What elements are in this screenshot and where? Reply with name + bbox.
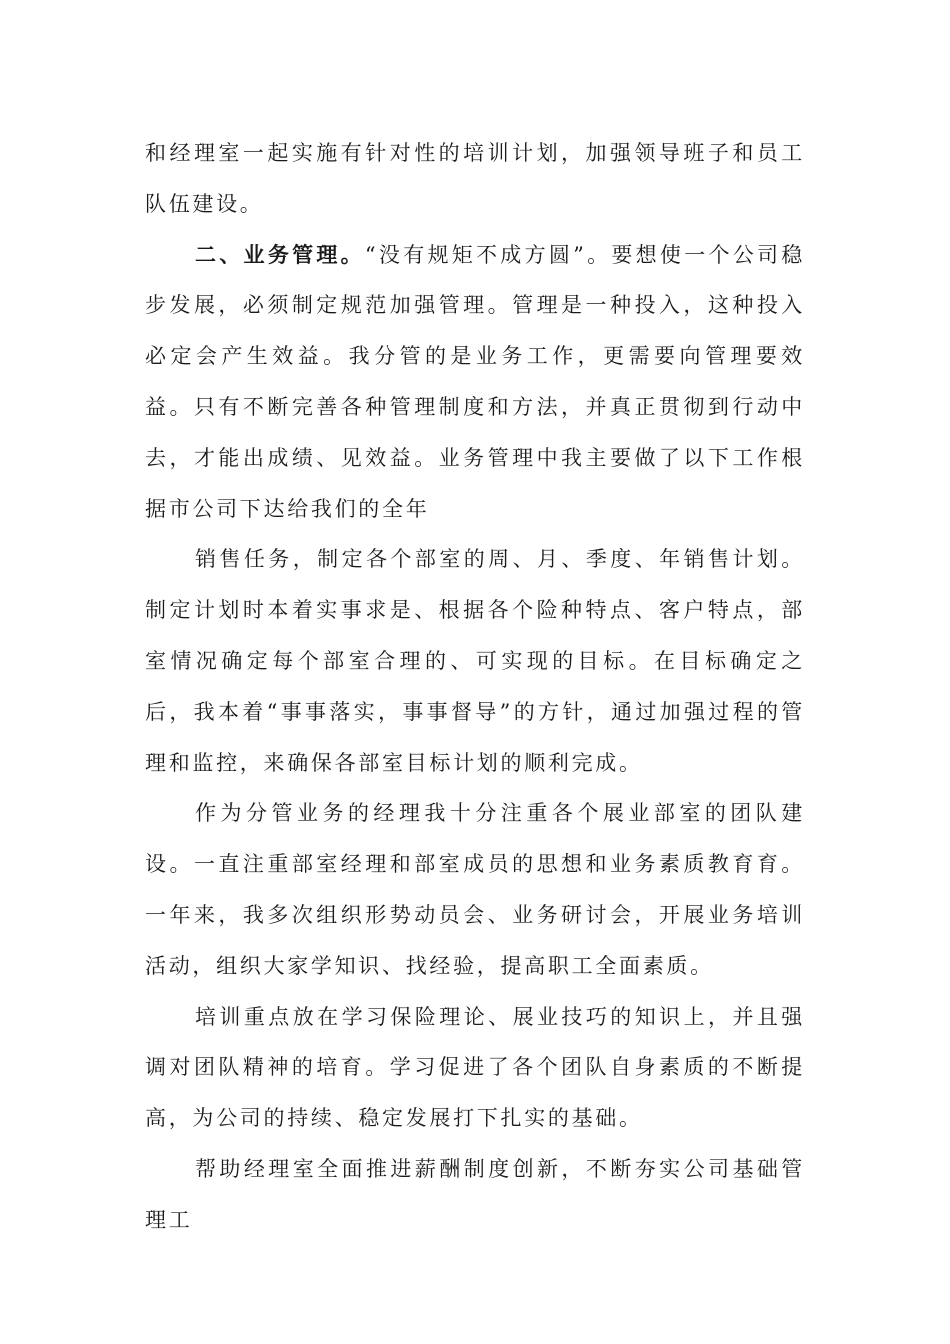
paragraph-1 bbox=[145, 128, 805, 230]
paragraph-1-text: 和经理室一起实施有针对性的培训计划，加强领导班子和员工队伍建设。 bbox=[145, 141, 805, 216]
paragraph-2-text: “没有规矩不成方圆”。要想使一个公司稳步发展，必须制定规范加强管理。管理是一种投入，这种投入必定会产生效益。我分管的是业务工作，更需要向管理要效益。只有不断完善各种管理制度和方法，并真正贯彻到行动中去，才能出成绩、见效益。业务管理中我主要做了以下工作根据市公司下达给我们的全年 bbox=[145, 242, 805, 521]
document-body bbox=[145, 128, 805, 1246]
paragraph-4-text: 作为分管业务的经理我十分注重各个展业部室的团队建设。一直注重部室经理和部室成员的思想和业务素质教育育。一年来，我多次组织形势动员会、业务研讨会，开展业务培训活动，组织大家学知识、找经验，提高职工全面素质。 bbox=[145, 801, 805, 978]
paragraph-2 bbox=[145, 230, 805, 535]
paragraph-3 bbox=[145, 534, 805, 788]
section-heading: 二、业务管理。 bbox=[195, 241, 365, 267]
paragraph-6-text: 帮助经理室全面推进薪酬制度创新，不断夯实公司基础管理工 bbox=[145, 1156, 805, 1232]
paragraph-6 bbox=[145, 1144, 805, 1246]
paragraph-5 bbox=[145, 992, 805, 1144]
paragraph-5-text: 培训重点放在学习保险理论、展业技巧的知识上，并且强调对团队精神的培育。学习促进了各个团队自身素质的不断提高，为公司的持续、稳定发展打下扎实的基础。 bbox=[145, 1004, 805, 1131]
paragraph-4 bbox=[145, 788, 805, 991]
paragraph-3-text: 销售任务，制定各个部室的周、月、季度、年销售计划。制定计划时本着实事求是、根据各个险种特点、客户特点，部室情况确定每个部室合理的、可实现的目标。在目标确定之后，我本着“事事落实，事事督导”的方针，通过加强过程的管理和监控，来确保各部室目标计划的顺利完成。 bbox=[145, 547, 805, 775]
